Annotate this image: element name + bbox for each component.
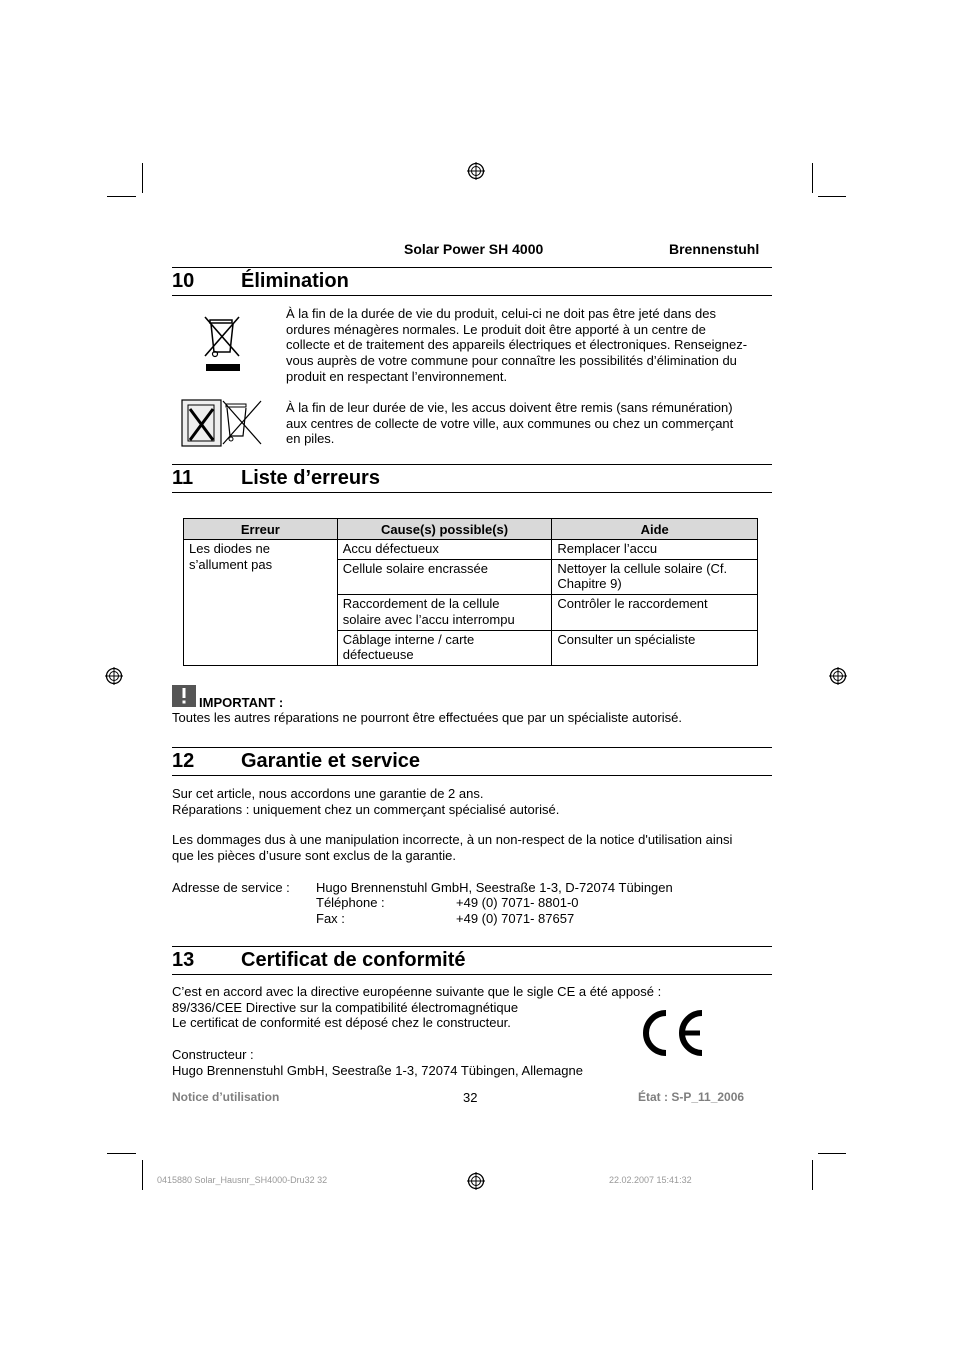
section-rule [172,946,772,947]
crop-mark [812,163,813,193]
table-row [184,540,758,560]
crop-mark [818,196,846,197]
aide-cell: Nettoyer la cellule solaire (Cf. Chapitre 9) [552,559,758,594]
s10-paragraph-1: À la fin de la durée de vie du produit, celui-ci ne doit pas être jeté dans des ordures ménagères normales. Le produit doit être apporté à un centre de collecte et de traitement des appareils électriques et électroniques. Renseignez- vous auprès de votre commune pour connaître les possibilités d’élimination du produit en respectant l’environnement. [286,306,748,384]
section-rule [172,464,772,465]
registration-mark-icon [467,162,485,180]
fax-value: +49 (0) 7071- 87657 [456,911,575,926]
section-rule [172,775,772,776]
wheelie-bin-crossed-icon [200,312,246,374]
crop-mark [818,1153,846,1154]
registration-mark-icon [467,1172,485,1190]
phone-label: Téléphone : [316,895,385,910]
section-title: Certificat de conformité [241,949,466,971]
section-number: 12 [172,750,195,772]
section-title: Élimination [241,270,349,292]
fax-label: Fax : [316,911,345,926]
section-title: Garantie et service [241,750,420,772]
aide-cell: Consulter un spécialiste [552,630,758,665]
error-cell: Les diodes ne s’allument pas [184,540,338,666]
service-label: Adresse de service : [172,880,290,895]
s10-paragraph-2: À la fin de leur durée de vie, les accus doivent être remis (sans rémunération) aux centres de collecte de votre ville, aux communes ou chez un commerçant en piles. [286,400,734,447]
crop-mark [107,196,136,197]
section-title: Liste d’erreurs [241,467,380,489]
s12-paragraph-2: Les dommages dus à une manipulation incorrecte, à un non-respect de la notice d'utilisation ainsi que les pièces d’usure sont exclus de la garantie. [172,832,733,863]
cause-cell: Raccordement de la cellule solaire avec l’accu interrompu [337,595,552,630]
battery-bin-crossed-icon [181,398,265,448]
section-number: 13 [172,949,195,971]
ce-mark-icon [638,1009,704,1057]
header-product: Solar Power SH 4000 [404,241,544,257]
phone-value: +49 (0) 7071- 8801-0 [456,895,579,910]
footer-right: État : S-P_11_2006 [638,1090,745,1104]
page-number: 32 [463,1090,478,1105]
column-header-cause: Cause(s) possible(s) [337,519,552,540]
important-text: Toutes les autres réparations ne pourront être effectuées que par un spécialiste autorisé. [172,710,682,725]
aide-cell: Contrôler le raccordement [552,595,758,630]
crop-mark [107,1153,136,1154]
column-header-aide: Aide [552,519,758,540]
section-rule [172,492,772,493]
section-rule [172,295,772,296]
header-rule [172,267,772,268]
print-slug-left: 0415880 Solar_Hausnr_SH4000-Dru32 32 [157,1175,328,1185]
error-table [183,518,758,666]
s13-paragraph-1: C’est en accord avec la directive européenne suivante que le sigle CE a été apposé : 89/336/CEE Directive sur la compatibilité électromagnétique Le certificat de conformité est déposé chez le constructeur. [172,984,662,1031]
section-rule [172,747,772,748]
column-header-erreur: Erreur [184,519,338,540]
crop-mark [142,1160,143,1190]
crop-mark [812,1160,813,1190]
cause-cell: Accu défectueux [337,540,552,560]
print-slug-right: 22.02.2007 15:41:32 [609,1175,692,1185]
cause-cell: Câblage interne / carte défectueuse [337,630,552,665]
aide-cell: Remplacer l’accu [552,540,758,560]
s12-paragraph-1: Sur cet article, nous accordons une garantie de 2 ans. Réparations : uniquement chez un commerçant spécialisé autorisé. [172,786,560,817]
header-brand: Brennenstuhl [669,241,760,257]
table-header-row [184,519,758,540]
footer-left: Notice d’utilisation [172,1090,280,1104]
section-number: 11 [172,467,194,489]
registration-mark-icon [829,667,847,685]
crop-mark [142,163,143,193]
warning-icon [172,685,196,707]
registration-mark-icon [105,667,123,685]
important-label: IMPORTANT : [199,695,284,710]
section-rule [172,974,772,975]
service-company: Hugo Brennenstuhl GmbH, Seestraße 1-3, D-72074 Tübingen [316,880,673,895]
section-number: 10 [172,270,195,292]
s13-paragraph-2: Constructeur : Hugo Brennenstuhl GmbH, Seestraße 1-3, 72074 Tübingen, Allemagne [172,1047,583,1078]
cause-cell: Cellule solaire encrassée [337,559,552,594]
